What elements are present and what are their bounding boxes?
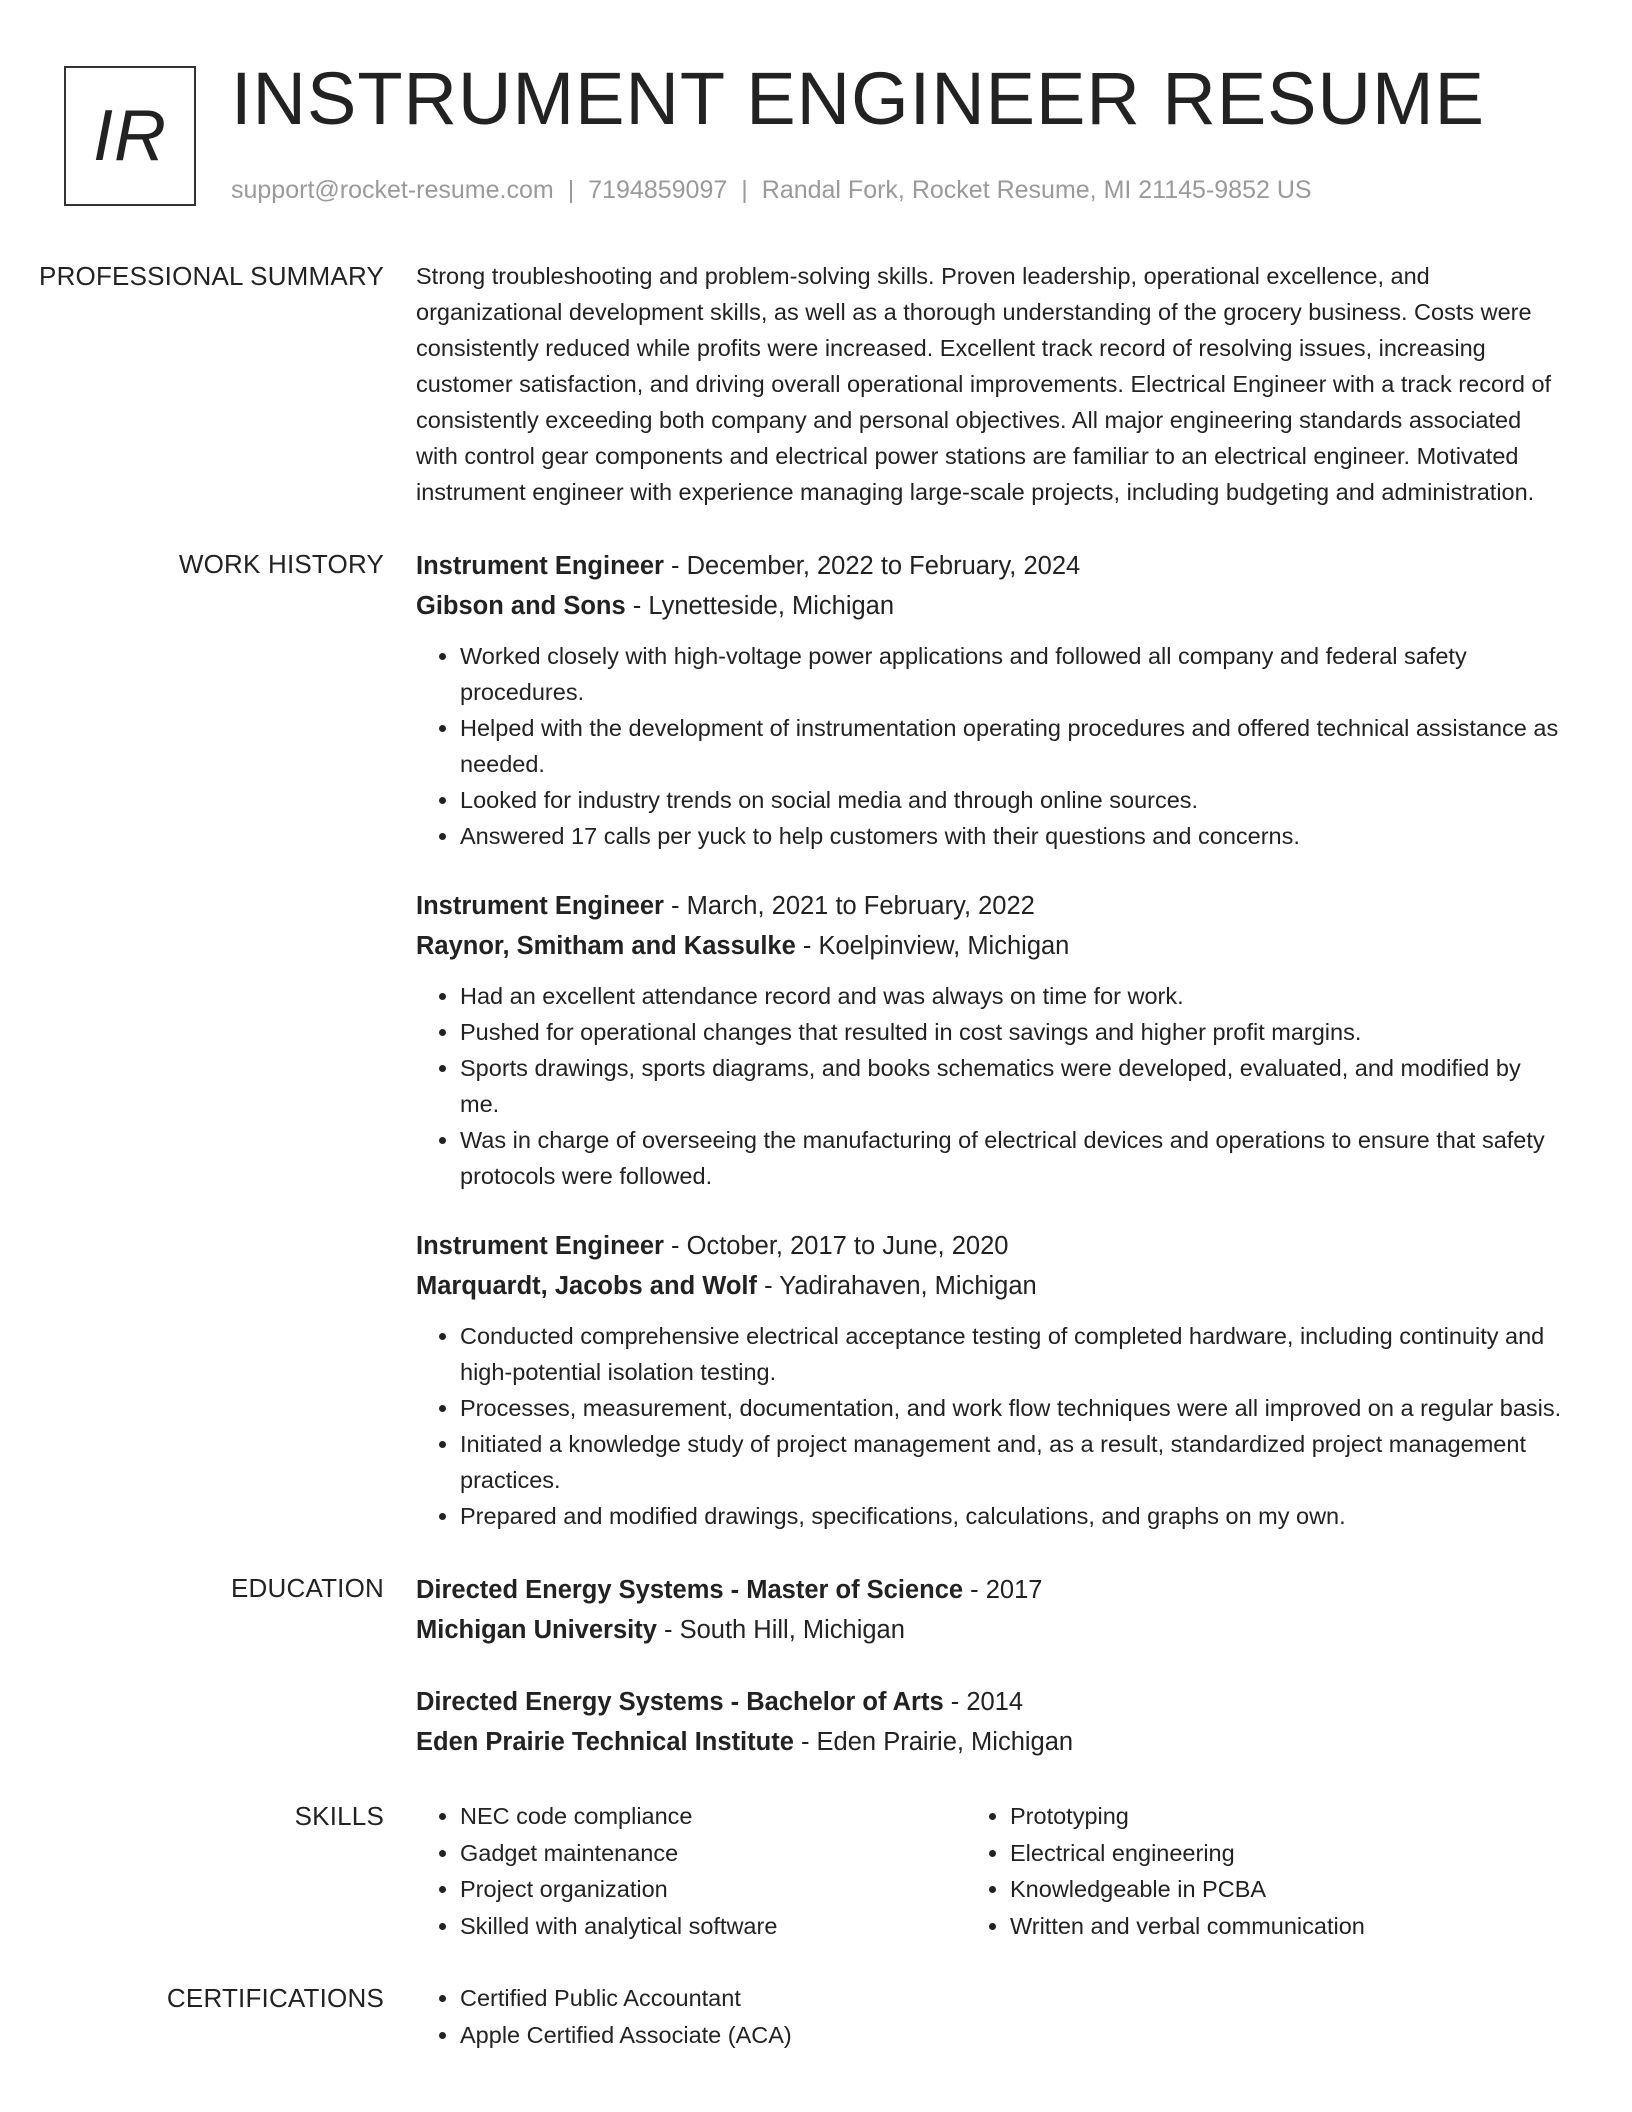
degree-year: - 2014 bbox=[943, 1688, 1024, 1716]
skills-column-left bbox=[416, 1798, 966, 1944]
job-company: Gibson and Sons bbox=[416, 592, 626, 620]
job-title: Instrument Engineer bbox=[416, 892, 664, 920]
skill-item: • Written and verbal communication bbox=[1010, 1908, 1516, 1945]
job-location: - Koelpinview, Michigan bbox=[795, 932, 1070, 960]
skill-item: • Knowledgeable in PCBA bbox=[1010, 1871, 1516, 1908]
degree-line bbox=[416, 1682, 1564, 1722]
degree: Directed Energy Systems - Master of Science bbox=[416, 1576, 964, 1604]
job-company-line bbox=[416, 1266, 1564, 1306]
contact-address: Randal Fork, Rocket Resume, MI 21145-9852 US bbox=[761, 176, 1312, 204]
job-bullet: • Conducted comprehensive electrical acceptance testing of completed hardware, including continuity and high-potential isolation testing. bbox=[460, 1318, 1564, 1390]
skill-item: • Gadget maintenance bbox=[460, 1835, 966, 1872]
job-company: Marquardt, Jacobs and Wolf bbox=[416, 1272, 757, 1300]
section-label: PROFESSIONAL SUMMARY bbox=[39, 261, 384, 291]
job-dates: - October, 2017 to June, 2020 bbox=[663, 1232, 1009, 1260]
summary-text: Strong troubleshooting and problem-solving skills. Proven leadership, operational excellence, and organizational development skills, as well as a thorough understanding of the grocery business. Costs were consistently reduced while profits were increased. Excellent track record of resolving issues, increasing customer satisfaction, and driving overall operational improvements. Electrical Engineer with a track record of consistently exceeding both company and personal objectives. All major engineering standards associated with control gear components and electrical power stations are familiar to an electrical engineer. Motivated instrument engineer with experience managing large-scale projects, including budgeting and administration. bbox=[416, 263, 1552, 505]
job-entry bbox=[416, 886, 1564, 1194]
job-company-line bbox=[416, 586, 1564, 626]
skill-item: • NEC code compliance bbox=[460, 1798, 966, 1835]
school: Eden Prairie Technical Institute bbox=[416, 1728, 794, 1756]
contact-separator: | bbox=[741, 176, 748, 204]
resume-title: INSTRUMENT ENGINEER RESUME bbox=[231, 57, 1485, 140]
skills-column-right bbox=[966, 1798, 1516, 1944]
job-bullets bbox=[416, 1318, 1564, 1534]
job-bullet: • Answered 17 calls per yuck to help customers with their questions and concerns. bbox=[460, 818, 1564, 854]
job-bullet: • Had an excellent attendance record and was always on time for work. bbox=[460, 978, 1564, 1014]
job-location: - Yadirahaven, Michigan bbox=[757, 1272, 1037, 1300]
education-section bbox=[0, 1570, 1632, 1762]
job-bullet: • Looked for industry trends on social media and through online sources. bbox=[460, 782, 1564, 818]
degree-year: - 2017 bbox=[963, 1576, 1043, 1604]
school-line bbox=[416, 1610, 1564, 1650]
job-bullets bbox=[416, 638, 1564, 854]
summary-section bbox=[0, 258, 1632, 510]
job-bullet: • Pushed for operational changes that resulted in cost savings and higher profit margins. bbox=[460, 1014, 1564, 1050]
education-body bbox=[416, 1570, 1564, 1762]
education-entry bbox=[416, 1682, 1564, 1762]
work-history-section bbox=[0, 546, 1632, 1534]
job-dates: - December, 2022 to February, 2024 bbox=[663, 552, 1081, 580]
section-label: CERTIFICATIONS bbox=[166, 1983, 384, 2013]
section-label: SKILLS bbox=[294, 1801, 384, 1831]
work-history-body bbox=[416, 546, 1564, 1534]
contact-line bbox=[231, 176, 1312, 205]
degree-line bbox=[416, 1570, 1564, 1610]
skill-item: • Electrical engineering bbox=[1010, 1835, 1516, 1872]
job-company-line bbox=[416, 926, 1564, 966]
school-location: - Eden Prairie, Michigan bbox=[793, 1728, 1074, 1756]
contact-separator: | bbox=[567, 176, 575, 204]
job-title-line bbox=[416, 546, 1564, 586]
certification-item: • Apple Certified Associate (ACA) bbox=[460, 2017, 1564, 2054]
skill-item: • Skilled with analytical software bbox=[460, 1908, 966, 1945]
job-bullet: • Was in charge of overseeing the manufacturing of electrical devices and operations to ensure that safety protocols were followed. bbox=[460, 1122, 1564, 1194]
school-line bbox=[416, 1722, 1564, 1762]
job-company: Raynor, Smitham and Kassulke bbox=[416, 932, 796, 960]
certifications-body bbox=[416, 1980, 1564, 2053]
job-dates: - March, 2021 to February, 2022 bbox=[663, 892, 1035, 920]
school-location: - South Hill, Michigan bbox=[656, 1616, 905, 1644]
job-entry bbox=[416, 1226, 1564, 1534]
skill-item: • Prototyping bbox=[1010, 1798, 1516, 1835]
skills-body bbox=[416, 1798, 1564, 1944]
resume-content bbox=[0, 258, 1632, 2089]
school: Michigan University bbox=[416, 1616, 657, 1644]
skill-item: • Project organization bbox=[460, 1871, 966, 1908]
contact-email[interactable]: support@rocket-resume.com bbox=[231, 176, 554, 204]
job-bullets bbox=[416, 978, 1564, 1194]
job-title-line bbox=[416, 886, 1564, 926]
skills-section bbox=[0, 1798, 1632, 1944]
job-bullet: • Processes, measurement, documentation, and work flow techniques were all improved on a regular basis. bbox=[460, 1390, 1564, 1426]
certification-list bbox=[416, 1980, 1564, 2053]
job-bullet: • Prepared and modified drawings, specifications, calculations, and graphs on my own. bbox=[460, 1498, 1564, 1534]
job-bullet: • Sports drawings, sports diagrams, and books schematics were developed, evaluated, and modified by me. bbox=[460, 1050, 1564, 1122]
job-bullet: • Helped with the development of instrumentation operating procedures and offered technical assistance as needed. bbox=[460, 710, 1564, 782]
monogram-logo: IR bbox=[64, 66, 196, 206]
job-bullet: • Worked closely with high-voltage power applications and followed all company and federal safety procedures. bbox=[460, 638, 1564, 710]
degree: Directed Energy Systems - Bachelor of Arts bbox=[416, 1688, 944, 1716]
summary-body bbox=[416, 258, 1564, 510]
section-label: EDUCATION bbox=[231, 1573, 384, 1603]
job-entry bbox=[416, 546, 1564, 854]
certifications-section bbox=[0, 1980, 1632, 2053]
certification-item: • Certified Public Accountant bbox=[460, 1980, 1564, 2017]
education-entry bbox=[416, 1570, 1564, 1650]
section-label: WORK HISTORY bbox=[178, 549, 384, 579]
contact-phone[interactable]: 7194859097 bbox=[588, 176, 728, 204]
job-location: - Lynetteside, Michigan bbox=[625, 592, 895, 620]
job-title: Instrument Engineer bbox=[416, 1232, 664, 1260]
skills-grid bbox=[416, 1798, 1564, 1944]
job-bullet: • Initiated a knowledge study of project management and, as a result, standardized project management practices. bbox=[460, 1426, 1564, 1498]
job-title: Instrument Engineer bbox=[416, 552, 664, 580]
job-title-line bbox=[416, 1226, 1564, 1266]
